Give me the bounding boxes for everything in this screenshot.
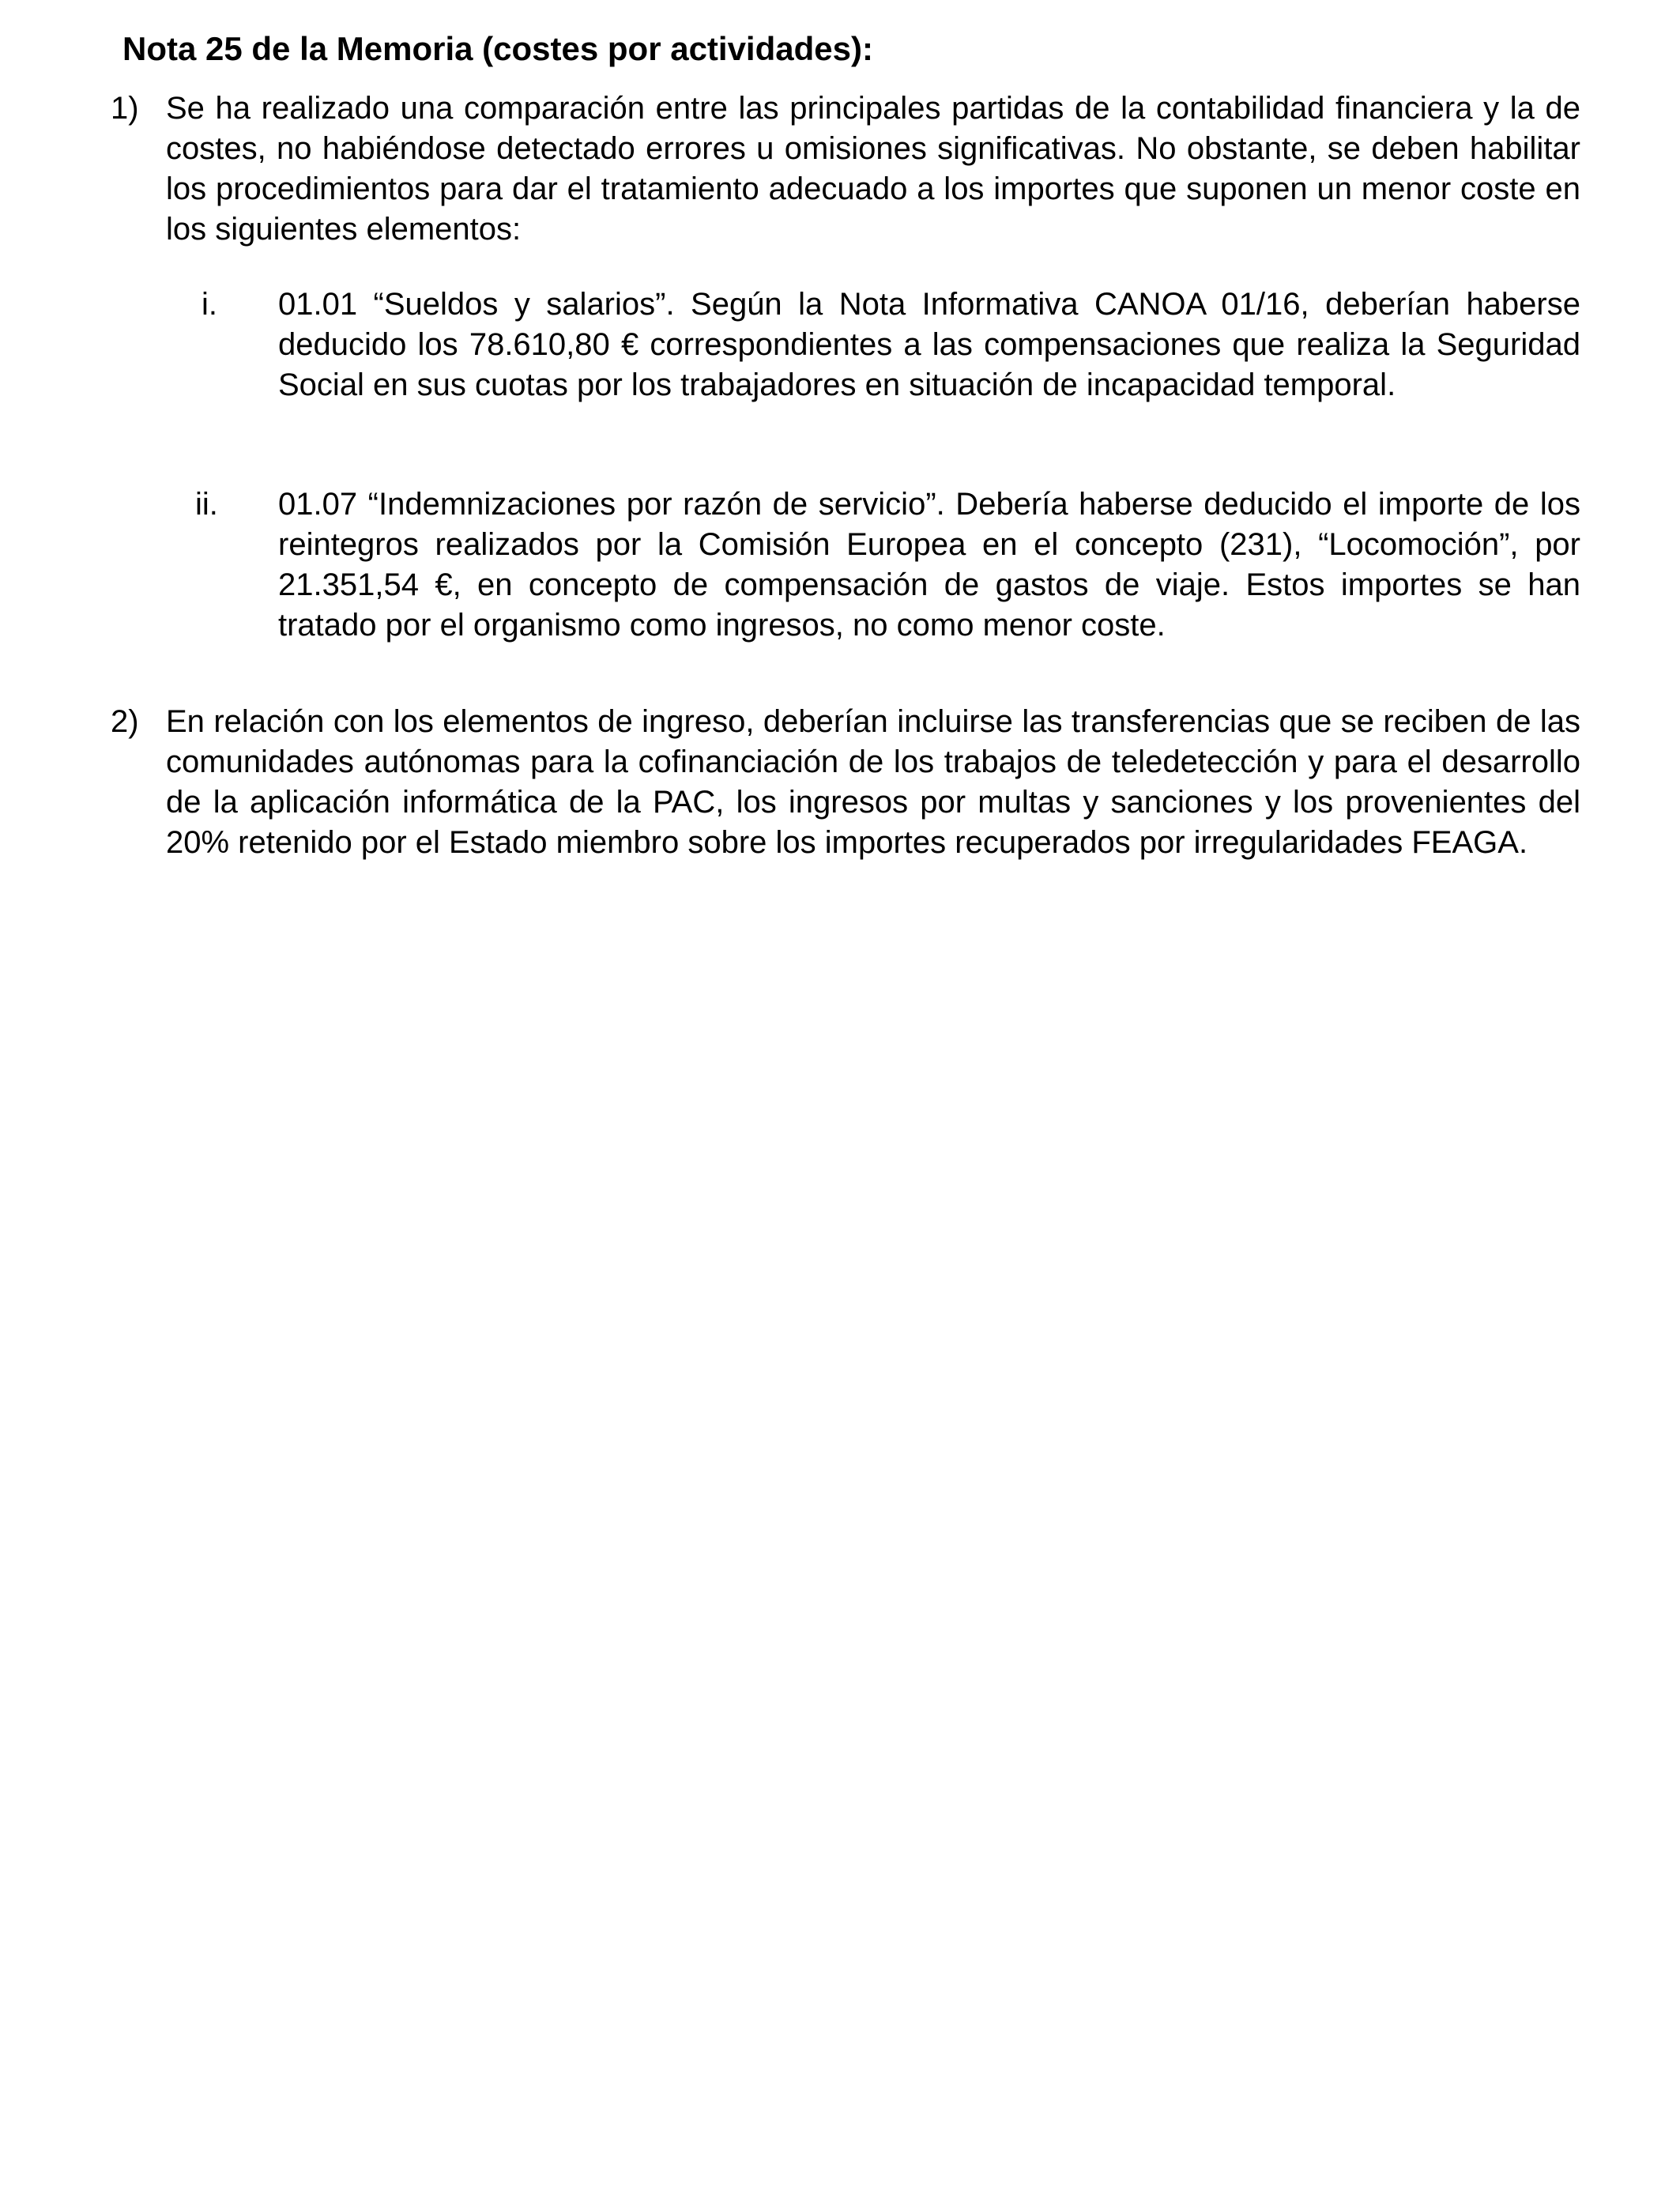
list-item-text: En relación con los elementos de ingreso, deberían incluirse las transferencias que se reciben de las comunidades autónomas para la cofinanciación de los trabajos de teledetección y para el desarrollo de la aplicación informática de la PAC, los ingresos por multas y sanciones y los provenientes del 20% retenido por el Estado miembro sobre los importes recuperados por irregularidades FEAGA.	[166, 704, 1580, 860]
sublist-item-i	[202, 285, 1580, 405]
list-marker: 1)	[111, 91, 139, 126]
list-item-point-2	[111, 702, 1580, 863]
sublist-item-ii	[195, 484, 1580, 646]
sublist-item-text: 01.07 “Indemnizaciones por razón de servicio”. Debería haberse deducido el importe de los reintegros realizados por la Comisión Europea en el concepto (231), “Locomoción”, por 21.351,54 €, en concepto de compensación de gastos de viaje. Estos importes se han tratado por el organismo como ingresos, no como menor coste.	[278, 487, 1580, 643]
list-marker: 2)	[111, 704, 139, 739]
sublist-marker: ii.	[195, 487, 218, 522]
document-heading: Nota 25 de la Memoria (costes por actividades):	[122, 30, 873, 67]
sublist-item-text: 01.01 “Sueldos y salarios”. Según la Nota Informativa CANOA 01/16, deberían haberse deducido los 78.610,80 € correspondientes a las compensaciones que realiza la Seguridad Social en sus cuotas por los trabajadores en situación de incapacidad temporal.	[278, 287, 1580, 402]
list-item-point-1	[111, 89, 1580, 250]
sublist-marker: i.	[202, 287, 217, 322]
list-item-text: Se ha realizado una comparación entre las principales partidas de la contabilidad financiera y la de costes, no habiéndose detectado errores u omisiones significativas. No obstante, se deben habilitar los procedimientos para dar el tratamiento adecuado a los importes que suponen un menor coste en los siguientes elementos:	[166, 91, 1580, 247]
